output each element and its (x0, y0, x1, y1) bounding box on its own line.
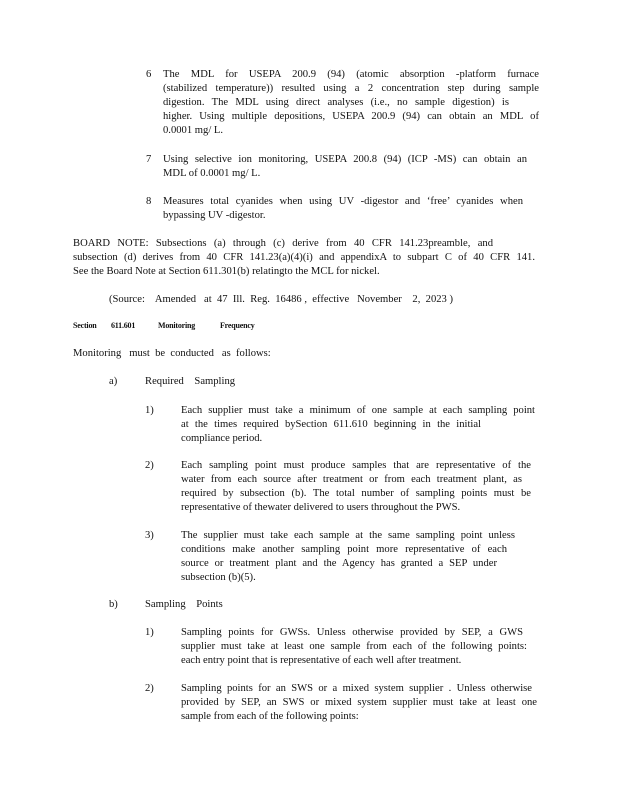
text-line: Measures total cyanides when using UV -digestor and ‘free’ cyanides when (163, 196, 523, 207)
text-line: provided by SEP, an SWS or mixed system supplier must take at least one (181, 697, 537, 708)
text-line: MDL of 0.0001 mg/ L. (163, 168, 261, 179)
section-number: 611.601 (111, 321, 136, 330)
board-note (73, 237, 535, 279)
item-number: 1) (145, 405, 154, 416)
section-title-part: Frequency (220, 321, 255, 330)
text-line: 0.0001 mg/ L. (163, 125, 224, 136)
footnote-text (163, 153, 527, 181)
item-text (181, 529, 515, 585)
footnote-number: 6 (146, 69, 152, 80)
item-text (181, 682, 537, 724)
subsection-letter: b) (109, 599, 118, 610)
footnote-number: 7 (146, 154, 152, 165)
subsection-title: Sampling Points (145, 599, 223, 610)
text-line: digestion. The MDL using direct analyses (i.e., no sample digestion) is (163, 97, 509, 108)
intro-text: Monitoring must be conducted as follows: (73, 348, 271, 359)
item-number: 1) (145, 627, 154, 638)
text-line: Using selective ion monitoring, USEPA 200.8 (94) (ICP -MS) can obtain an (163, 154, 527, 165)
source-note: (Source: Amended at 47 Ill. Reg. 16486 , effective November 2, 2023 ) (109, 294, 454, 305)
text-line: compliance period. (181, 433, 263, 444)
item-text (181, 626, 527, 668)
item-number: 3) (145, 530, 154, 541)
text-line: required by subsection (b). The total number of sampling points must be (181, 488, 531, 499)
subsection-title: Required Sampling (145, 376, 236, 387)
section-word: Section (73, 321, 97, 330)
text-line: water from each source after treatment or from each treatment plant, as (181, 474, 522, 485)
section-heading (73, 321, 255, 330)
item-number: 2) (145, 683, 154, 694)
text-line: bypassing UV -digestor. (163, 210, 266, 221)
text-line: source or treatment plant and the Agency has granted a SEP under (181, 558, 497, 569)
footnote-text (163, 195, 523, 223)
text-line: BOARD NOTE: Subsections (a) through (c) derive from 40 CFR 141.23preamble, and (73, 238, 493, 249)
text-line: supplier must take at least one sample from each of the following points: (181, 641, 527, 652)
text-line: Sampling points for an SWS or a mixed system supplier . Unless otherwise (181, 683, 532, 694)
text-line: sample from each of the following points: (181, 711, 359, 722)
text-line: subsection (d) derives from 40 CFR 141.23(a)(4)(i) and appendixA to subpart C of 40 CFR 141. (73, 252, 535, 263)
text-line: higher. Using multiple depositions, USEPA 200.9 (94) can obtain an MDL of (163, 111, 539, 122)
subsection-letter: a) (109, 376, 118, 387)
text-line: at the times required bySection 611.610 beginning in the initial (181, 419, 481, 430)
text-line: conditions make another sampling point more representative of each (181, 544, 507, 555)
text-line: subsection (b)(5). (181, 572, 256, 583)
text-line: Each supplier must take a minimum of one sample at each sampling point (181, 405, 535, 416)
item-number: 2) (145, 460, 154, 471)
item-text (181, 459, 531, 515)
item-text (181, 404, 535, 446)
text-line: The supplier must take each sample at the same sampling point unless (181, 530, 515, 541)
footnote-number: 8 (146, 196, 152, 207)
text-line: Sampling points for GWSs. Unless otherwise provided by SEP, a GWS (181, 627, 523, 638)
text-line: The MDL for USEPA 200.9 (94) (atomic absorption -platform furnace (163, 69, 539, 80)
text-line: each entry point that is representative of each well after treatment. (181, 655, 462, 666)
text-line: Each sampling point must produce samples that are representative of the (181, 460, 531, 471)
text-line: representative of thewater delivered to users throughout the PWS. (181, 502, 461, 513)
footnote-text (163, 68, 539, 138)
text-line: (stabilized temperature)) resulted using a 2 concentration step during sample (163, 83, 539, 94)
text-line: See the Board Note at Section 611.301(b) relatingto the MCL for nickel. (73, 266, 380, 277)
section-title-part: Monitoring (158, 321, 196, 330)
